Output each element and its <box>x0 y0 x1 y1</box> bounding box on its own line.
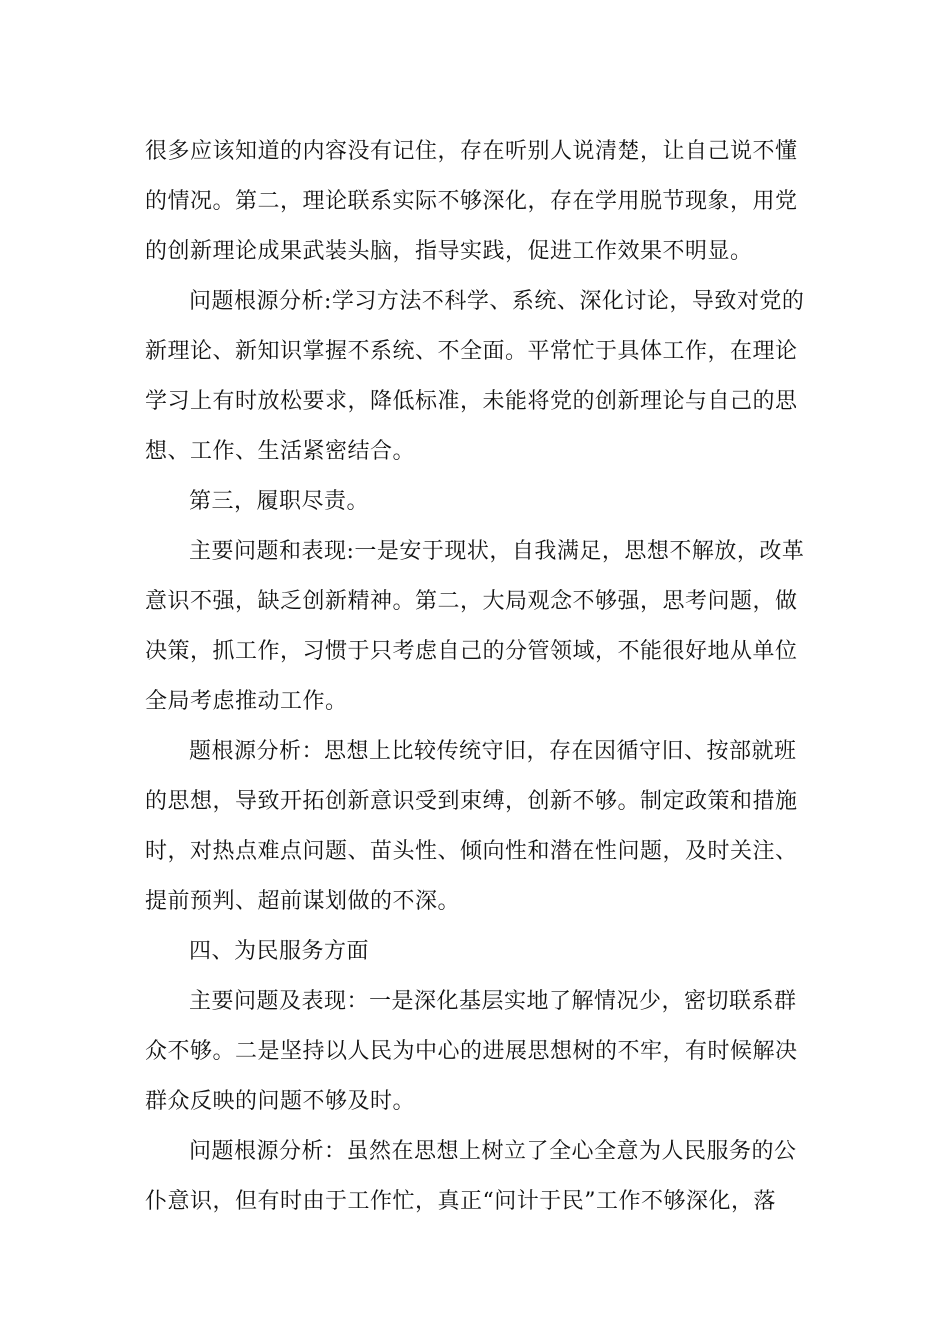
text-line: 时，对热点难点问题、苗头性、倾向性和潜在性问题，及时关注、 <box>145 839 798 864</box>
paragraph-4 <box>145 527 805 727</box>
text-line: 新理论、新知识掌握不系统、不全面。平常忙于具体工作，在理论 <box>145 339 798 364</box>
text-line: 问题根源分析:学习方法不科学、系统、深化讨论，导致对党的 <box>189 289 805 314</box>
text-line: 主要问题和表现:一是安于现状，自我满足，思想不解放，改革 <box>189 539 805 564</box>
text-line: 四、为民服务方面 <box>189 939 370 964</box>
text-line: 题根源分析：思想上比较传统守旧，存在因循守旧、按部就班 <box>189 739 797 764</box>
text-line: 学习上有时放松要求，降低标准，未能将党的创新理论与自己的思 <box>145 389 798 414</box>
paragraph-2 <box>145 277 805 477</box>
text-line: 主要问题及表现：一是深化基层实地了解情况少，密切联系群 <box>189 989 797 1014</box>
text-line: 问题根源分析：虽然在思想上树立了全心全意为人民服务的公 <box>189 1139 797 1164</box>
document-body <box>145 127 805 1227</box>
text-line: 的情况。第二，理论联系实际不够深化，存在学用脱节现象，用党 <box>145 189 798 214</box>
text-line: 全局考虑推动工作。 <box>145 689 348 714</box>
text-line: 想、工作、生活紧密结合。 <box>145 439 416 464</box>
text-line: 意识不强，缺乏创新精神。第二，大局观念不够强，思考问题，做 <box>145 589 798 614</box>
paragraph-1 <box>145 127 805 277</box>
section-heading-4 <box>145 927 805 977</box>
paragraph-5 <box>145 727 805 927</box>
text-line: 仆意识，但有时由于工作忙，真正“问计于民”工作不够深化，落 <box>145 1189 776 1214</box>
paragraph-8 <box>145 1127 805 1227</box>
text-line: 提前预判、超前谋划做的不深。 <box>145 889 461 914</box>
text-line: 很多应该知道的内容没有记住，存在听别人说清楚，让自己说不懂 <box>145 139 798 164</box>
paragraph-7 <box>145 977 805 1127</box>
text-line: 的思想，导致开拓创新意识受到束缚，创新不够。制定政策和措施 <box>145 789 798 814</box>
text-line: 第三，履职尽责。 <box>189 489 370 514</box>
section-heading-3 <box>145 477 805 527</box>
text-line: 群众反映的问题不够及时。 <box>145 1089 416 1114</box>
text-line: 决策，抓工作，习惯于只考虑自己的分管领域，不能很好地从单位 <box>145 639 798 664</box>
text-line: 众不够。二是坚持以人民为中心的进展思想树的不牢，有时候解决 <box>145 1039 798 1064</box>
text-line: 的创新理论成果武装头脑，指导实践，促进工作效果不明显。 <box>145 239 753 264</box>
